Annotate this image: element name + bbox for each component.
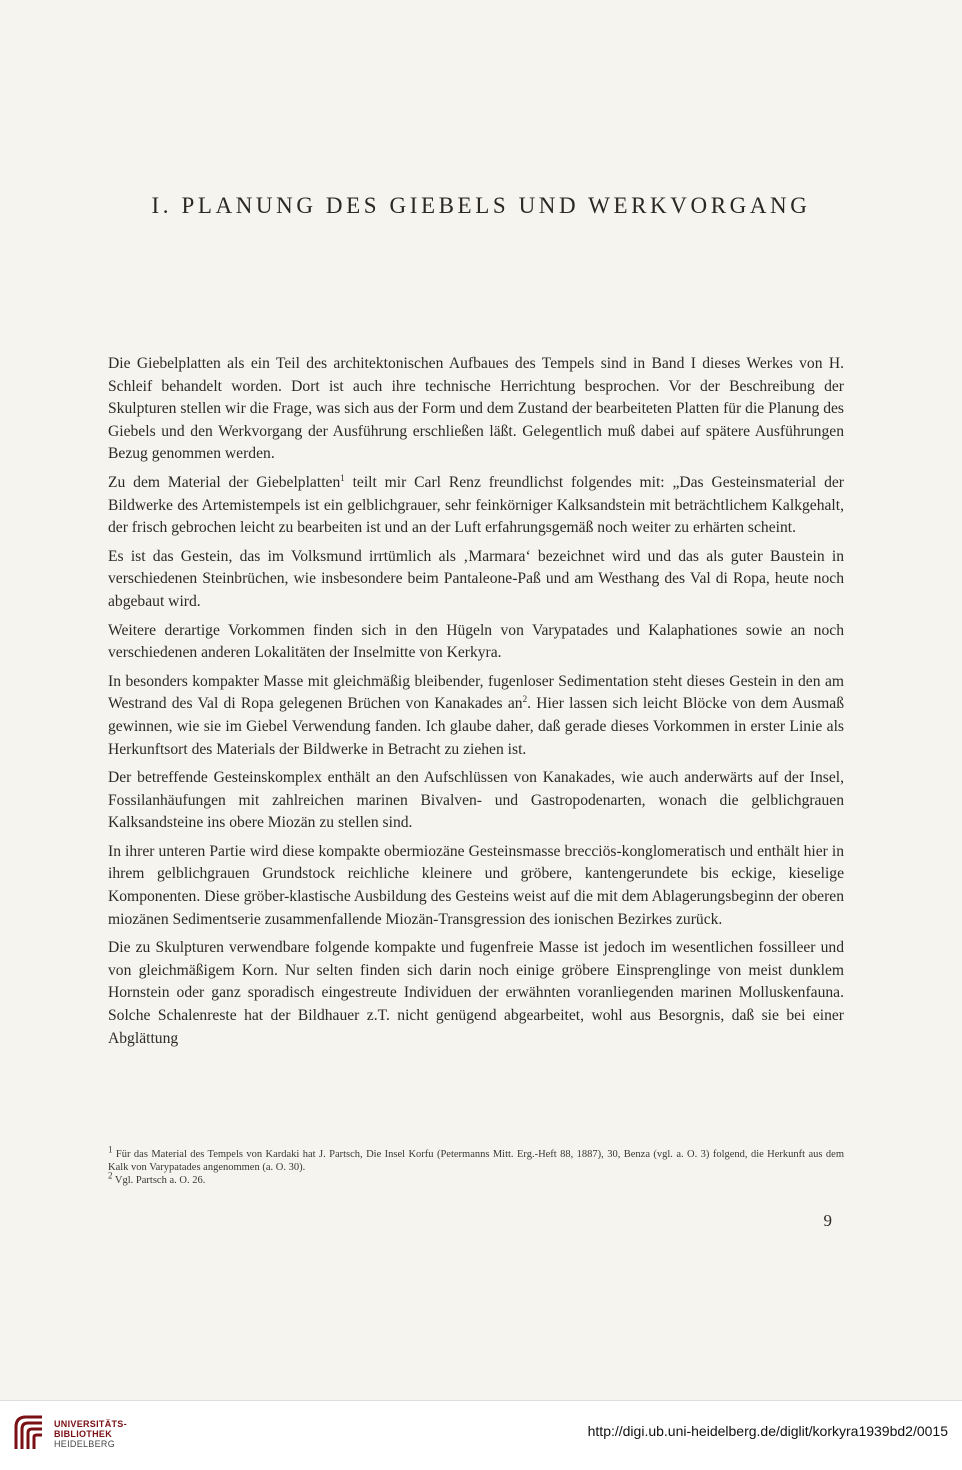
footnotes: [108, 1144, 844, 1187]
permalink-url[interactable]: http://digi.ub.uni-heidelberg.de/diglit/korkyra1939bd2/0015: [587, 1423, 948, 1439]
library-logo-icon[interactable]: [12, 1413, 46, 1453]
paragraph-6: Der betreffende Gesteinskomplex enthält an den Aufschlüssen von Kanakades, wie auch anderwärts auf der Insel, Fossilanhäufungen mit zahlreichen marinen Bivalven- und Gastropodenarten, wonach die gelblichgrauen Kalksandsteine ins obere Miozän zu stellen sind.: [108, 769, 844, 832]
footnote-ref-1: 1: [340, 472, 345, 483]
page-number: 9: [823, 1211, 832, 1230]
paragraph-8: Die zu Skulpturen verwendbare folgende kompakte und fugenfreie Masse ist jedoch im wesentlichen fossilleer und von gleichmäßigem Korn. Nur selten finden sich darin noch einige gröbere Einsprenglinge von meist dunklem Hornstein oder ganz sporadisch eingestreute Individuen der erwähnten voranliegenden marinen Molluskenfauna. Solche Schalenreste hat der Bildhauer z.T. nicht genügend abgearbeitet, wohl aus Besorgnis, daß sie bei einer Abglättung: [108, 939, 844, 1047]
paragraph-1: Die Giebelplatten als ein Teil des architektonischen Aufbaues des Tempels sind in Band I dieses Werkes von H. Schleif behandelt worden. Dort ist auch ihre technische Herrichtung besprochen. Vor der Beschreibung der Skulpturen stellen wir die Frage, was sich aus der Form und dem Zustand der bearbeiteten Platten für die Planung des Giebels und den Werkvorgang der Ausführung erschließen läßt. Gelegentlich muß dabei auf spätere Ausführungen Bezug genommen werden.: [108, 355, 844, 463]
library-footer: [0, 1400, 962, 1470]
footnote-1: $^1$ Für das Material des Tempels von Kardaki hat J. Partsch, Die Insel Korfu (Petermanns Mitt. Erg.-Heft 88, 1887), 30, Benza (vgl. a. O. 3) folgend, die Herkunft aus dem Kalk von Varypatades angenommen (a. O. 30).: [108, 1144, 844, 1173]
paragraph-4: Weitere derartige Vorkommen finden sich in den Hügeln von Varypatades und Kalaphationes sowie an noch verschiedenen anderen Lokalitäten der Inselmitte von Kerkyra.: [108, 621, 844, 662]
body-text: [108, 353, 844, 1056]
chapter-title: I. PLANUNG DES GIEBELS UND WERKVORGANG: [151, 193, 811, 218]
paragraph-5: In besonders kompakter Masse mit gleichmäßig bleibender, fugenloser Sedimentation steht dieses Gestein in den am Westrand des Val di Ropa gelegenen Brüchen von Kanakades $an^2$. Hier lassen sich leicht Blöcke von dem Ausmaß gewinnen, wie sie im Giebel Verwendung fanden. Ich glaube daher, daß gerade dieses Vorkommen in erster Linie als Herkunftsort des Materials der Bildwerke in Betracht zu ziehen ist.: [108, 672, 844, 758]
footnote-2: $^2$ Vgl. Partsch a. O. 26.: [108, 1170, 206, 1186]
paragraph-3: Es ist das Gestein, das im Volksmund irrtümlich als ‚Marmara‘ bezeichnet wird und das als guter Baustein in verschiedenen Steinbrüchen, wie insbesondere beim Pantaleone-Paß und am Westhang des Val di Ropa, heute noch abgebaut wird.: [108, 547, 844, 610]
library-name[interactable]: UNIVERSITÄTS- BIBLIOTHEK HEIDELBERG: [54, 1419, 127, 1449]
paragraph-7: In ihrer unteren Partie wird diese kompakte obermiozäne Gesteinsmasse brecciös-konglomeratisch und enthält hier in ihrem gelblichgrauen Grundstock reichliche kleinere und gröbere, kantengerundete bis eckige, kieselige Komponenten. Diese gröber-klastische Ausbildung des Gesteins weist auf die mit dem Ablagerungsbeginn der oberen miozänen Sedimentserie zusammenfallende Miozän-Transgression des ionischen Bezirkes zurück.: [108, 842, 844, 928]
paragraph-2: Zu dem Material der Giebelplatten$^1$ teilt mir Carl Renz freundlichst folgendes mit: „Das Gesteinsmaterial der Bildwerke des Artemistempels ist ein gelblichgrauer, sehr feinkörniger Kalksandstein mit beträchtlichem Kalkgehalt, der frisch gebrochen leicht zu bearbeiten ist und an der Luft erfahrungsgemäß noch weiter zu erhärten scheint.: [108, 472, 844, 537]
footnote-ref-2: 2: [522, 694, 528, 705]
